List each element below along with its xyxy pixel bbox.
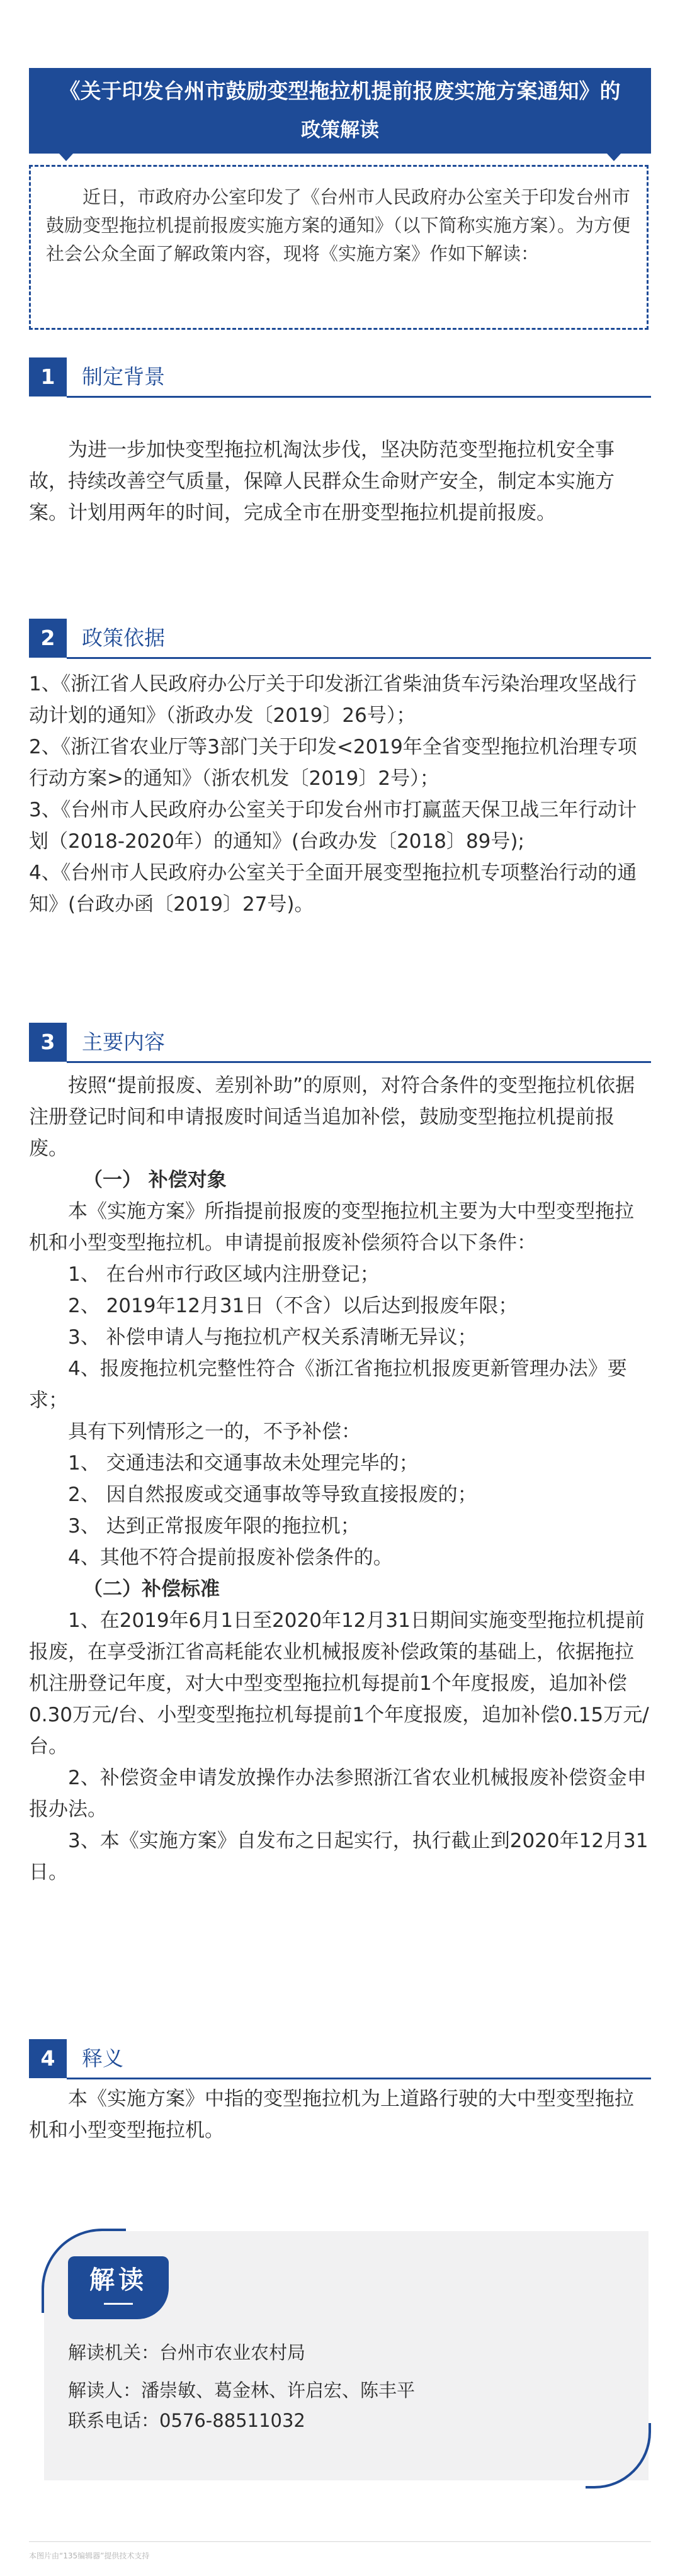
section-rule — [67, 2078, 651, 2079]
list-item: 4、报废拖拉机完整性符合《浙江省拖拉机报废更新管理办法》要求； — [29, 1358, 627, 1412]
section-number: 1 — [29, 357, 67, 397]
section-title: 释义 — [82, 2046, 123, 2071]
right-pointer-decoration — [607, 154, 621, 161]
section-title: 主要内容 — [82, 1030, 165, 1054]
paragraph: 具有下列情形之一的，不予补偿： — [68, 1420, 361, 1443]
definition-text — [29, 2083, 651, 2146]
footer-note: 本图片由“135编辑器”提供技术支持 — [29, 2551, 150, 2560]
background-text — [29, 434, 651, 529]
badge-label: 解读 — [89, 2266, 147, 2295]
paragraph: 2、补偿资金申请发放操作办法参照浙江省农业机械报废补偿资金申报办法。 — [29, 1767, 647, 1821]
list-item: 3、 补偿申请人与拖拉机产权关系清晰无异议； — [68, 1326, 477, 1349]
section-rule — [67, 396, 651, 398]
paragraph: 本《实施方案》所指提前报废的变型拖拉机主要为大中型变型拖拉机和小型变型拖拉机。申请提前报废补偿须符合以下条件： — [29, 1200, 634, 1254]
basis-list — [29, 668, 651, 920]
badge-dash — [104, 2303, 133, 2305]
interpreting-agency: 解读机关：台州市农业农村局 — [68, 2342, 306, 2363]
section-number: 3 — [29, 1023, 67, 1062]
section-rule — [67, 1061, 651, 1063]
paragraph: 按照“提前报废、差别补助”的原则，对符合条件的变型拖拉机依据注册登记时间和申请报废时间适当追加补偿，鼓励变型拖拉机提前报废。 — [29, 1074, 635, 1160]
list-item: 2、《浙江省农业厅等3部门关于印发<2019年全省变型拖拉机治理专项行动方案>的通知》（浙农机发〔2019〕2号）； — [29, 736, 637, 790]
list-item: 3、《台州市人民政府办公室关于印发台州市打赢蓝天保卫战三年行动计划（2018-2020年）的通知》(台政办发〔2018〕89号); — [29, 799, 637, 853]
list-item: 1、《浙江省人民政府办公厅关于印发浙江省柴油货车污染治理攻坚战行动计划的通知》（浙政办发〔2019〕26号）； — [29, 673, 637, 727]
section-header-definition — [29, 2039, 651, 2079]
section-header-background — [29, 357, 651, 398]
left-pointer-decoration — [59, 154, 73, 161]
title-banner — [29, 68, 651, 154]
intro-box: 近日，市政府办公室印发了《台州市人民政府办公室关于印发台州市鼓励变型拖拉机提前报废实施方案的通知》（以下简称实施方案）。为方便社会公众全面了解政策内容，现将《实施方案》作如下解读： — [29, 165, 649, 330]
main-content — [29, 1070, 651, 1888]
section-number: 4 — [29, 2039, 67, 2078]
section-number: 2 — [29, 619, 67, 658]
list-item: 4、其他不符合提前报废补偿条件的。 — [68, 1546, 393, 1569]
list-item: 4、《台州市人民政府办公室关于全面开展变型拖拉机专项整治行动的通知》(台政办函〔2019〕27号)。 — [29, 862, 637, 916]
subheading: （二）补偿标准 — [83, 1578, 220, 1600]
subheading: （一） 补偿对象 — [83, 1169, 227, 1191]
section-header-content — [29, 1023, 651, 1063]
list-item: 2、 2019年12月31日（不含）以后达到报废年限； — [68, 1295, 518, 1317]
paragraph: 1、在2019年6月1日至2020年12月31日期间实施变型拖拉机提前报废，在享受浙江省高耗能农业机械报废补偿政策的基础上，依据拖拉机注册登记年度，对大中型变型拖拉机每提前1个年度报废，追加补偿0.30万元/台、小型变型拖拉机每提前1个年度报废，追加补偿0.15万元/台。 — [29, 1609, 649, 1758]
footer-divider — [29, 2541, 651, 2542]
contact-phone: 联系电话：0576-88511032 — [68, 2410, 305, 2431]
section-header-basis — [29, 619, 651, 659]
list-item: 1、 交通违法和交通事故未处理完毕的； — [68, 1452, 419, 1475]
paragraph: 3、本《实施方案》自发布之日起实行，执行截止到2020年12月31日。 — [29, 1830, 649, 1884]
section-rule — [67, 657, 651, 659]
section-title: 制定背景 — [82, 364, 165, 389]
title-line-1: 《关于印发台州市鼓励变型拖拉机提前报废实施方案通知》的 — [59, 79, 621, 103]
title-line-2: 政策解读 — [301, 119, 379, 142]
list-item: 1、 在台州市行政区域内注册登记； — [68, 1263, 380, 1286]
interpreters: 解读人：潘崇敏、葛金林、许启宏、陈丰平 — [68, 2380, 416, 2401]
paragraph: 为进一步加快变型拖拉机淘汰步伐，坚决防范变型拖拉机安全事故，持续改善空气质量，保障人民群众生命财产安全，制定本实施方案。计划用两年的时间，完成全市在册变型拖拉机提前报废。 — [29, 439, 615, 524]
list-item: 2、 因自然报废或交通事故等导致直接报废的； — [68, 1483, 477, 1506]
section-title: 政策依据 — [82, 626, 165, 650]
interpretation-badge — [68, 2256, 169, 2319]
paragraph: 本《实施方案》中指的变型拖拉机为上道路行驶的大中型变型拖拉机和小型变型拖拉机。 — [29, 2088, 634, 2142]
list-item: 3、 达到正常报废年限的拖拉机； — [68, 1515, 360, 1538]
